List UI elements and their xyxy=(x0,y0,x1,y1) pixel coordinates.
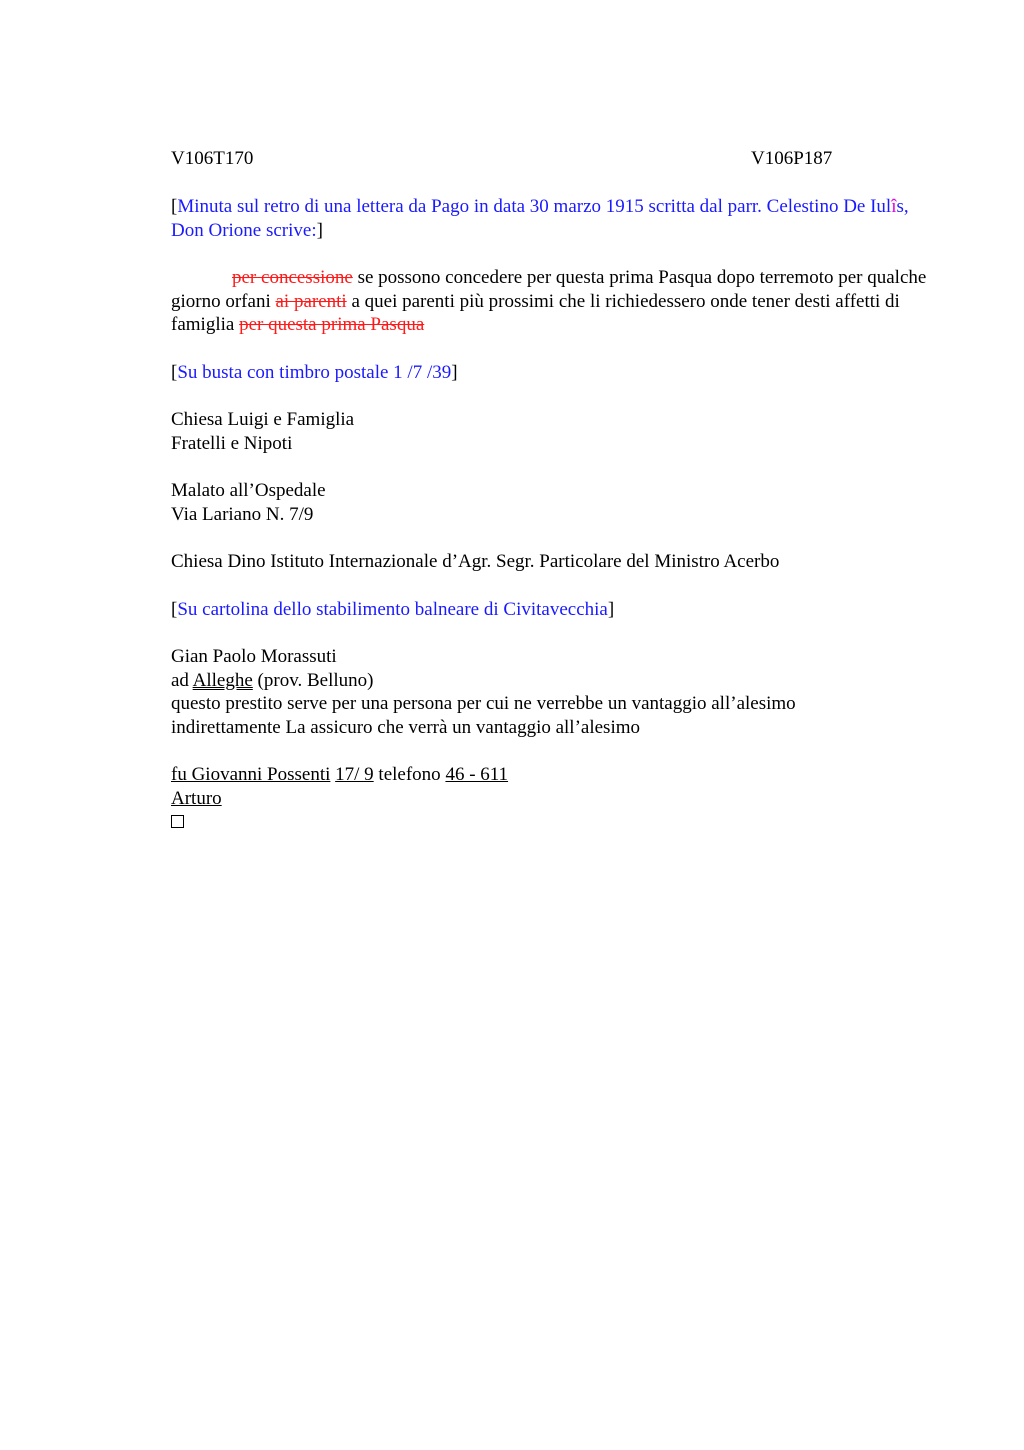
address-line: Fratelli e Nipoti xyxy=(171,432,293,454)
deleted-text: per concessione xyxy=(232,267,353,288)
document-page xyxy=(171,147,941,835)
header-row xyxy=(171,147,941,171)
telefono-label: telefono xyxy=(373,764,446,785)
possenti-name: fu Giovanni Possenti xyxy=(171,764,331,785)
letter-paragraph xyxy=(171,266,941,337)
bracket-close: ] xyxy=(451,361,458,383)
chiesa-dino-line: Chiesa Dino Istituto Internazionale d’Agr. Segr. Particolare del Ministro Acerbo xyxy=(171,551,780,572)
paragraph-text: a quei parenti più prossimi che li richiedessero onde tener desti affetti di famiglia xyxy=(171,290,900,335)
possenti-date: 17/ 9 xyxy=(335,764,374,785)
possenti-line xyxy=(171,763,941,787)
note-text-b: s, Don Orione scrive: xyxy=(171,196,909,241)
header-left-code: V106T170 xyxy=(171,148,254,169)
bracket-open: [ xyxy=(171,598,178,620)
bracket-open: [ xyxy=(171,361,178,383)
arturo-line xyxy=(171,787,941,811)
note-text: Su cartolina dello stabilimento balneare di Civitavecchia xyxy=(177,598,608,620)
morassuti-place-line xyxy=(171,669,941,693)
editorial-note-cartolina xyxy=(171,598,941,622)
address-line: Chiesa Luigi e Famiglia xyxy=(171,409,355,430)
text: (prov. Belluno) xyxy=(252,669,374,691)
deleted-text: ai parenti xyxy=(275,290,347,312)
note-text-accent: î xyxy=(891,196,897,217)
note-text-a: Minuta sul retro di una lettera da Pago in data 30 marzo 1915 scritta dal parr. Celestino De Iul xyxy=(177,196,892,217)
editorial-note-busta xyxy=(171,361,941,385)
editorial-note-minuta xyxy=(171,195,941,242)
morassuti-line: questo prestito serve per una persona per cui ne verrebbe un vantaggio all’alesimo xyxy=(171,693,796,714)
square-outline-icon xyxy=(171,815,184,828)
morassuti-name: Gian Paolo Morassuti xyxy=(171,646,337,667)
bracket-close: ] xyxy=(607,598,615,620)
morassuti-line: indirettamente La assicuro che verrà un vantaggio all’alesimo xyxy=(171,716,641,738)
arturo-name: Arturo xyxy=(171,787,222,809)
end-box-line xyxy=(171,810,941,835)
note-text: Su busta con timbro postale 1 /7 /39 xyxy=(177,361,452,383)
address-line: Via Lariano N. 7/9 xyxy=(171,503,314,525)
header-right-code: V106P187 xyxy=(751,148,833,169)
address-line: Malato all’Ospedale xyxy=(171,480,326,501)
deleted-text: per questa prima Pasqua xyxy=(239,314,425,335)
text: ad xyxy=(171,669,193,691)
bracket-open: [ xyxy=(171,196,178,217)
place-name: Alleghe xyxy=(192,669,253,691)
bracket-close: ] xyxy=(316,219,323,241)
telefono-number: 46 - 611 xyxy=(445,764,509,785)
paragraph-text: se possono concedere per questa prima Pasqua dopo terremoto per qualche giorno orfani xyxy=(171,267,927,312)
